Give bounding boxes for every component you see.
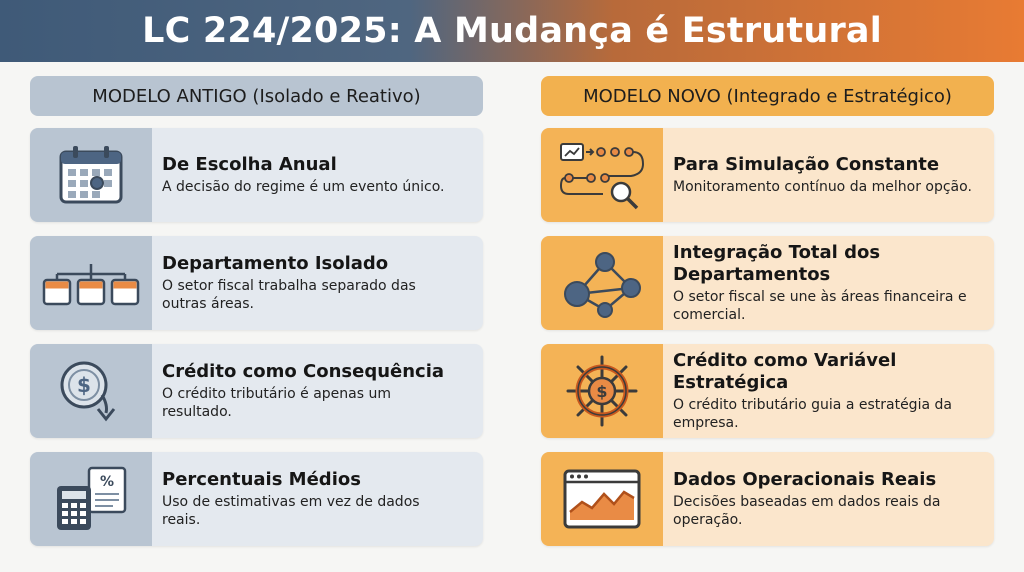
card-title: Percentuais Médios bbox=[162, 469, 361, 490]
card-title: De Escolha Anual bbox=[162, 154, 337, 175]
calendar-icon bbox=[30, 128, 152, 222]
new-card-strategic-credit bbox=[541, 344, 994, 438]
dashboard-chart-icon bbox=[541, 452, 663, 546]
svg-text:%: % bbox=[99, 474, 115, 490]
card-description: O crédito tributário guia a estratégia da empresa. bbox=[673, 397, 952, 431]
ship-wheel-coin-icon bbox=[541, 344, 663, 438]
calculator-percent-icon bbox=[30, 452, 152, 546]
card-description: Decisões baseadas em dados reais da operação. bbox=[673, 494, 941, 528]
card-description: A decisão do regime é um evento único. bbox=[162, 179, 445, 195]
isolated-departments-icon bbox=[30, 236, 152, 330]
card-title: Integração Total dos Departamentos bbox=[673, 242, 881, 285]
card-title: Crédito como Consequência bbox=[162, 361, 445, 382]
new-model-header: MODELO NOVO (Integrado e Estratégico) bbox=[541, 76, 994, 116]
card-description: O crédito tributário é apenas um resultado. bbox=[162, 386, 391, 420]
card-description: Uso de estimativas em vez de dados reais. bbox=[162, 494, 420, 528]
card-description: O setor fiscal se une às áreas financeira e comercial. bbox=[673, 289, 967, 323]
card-title: Para Simulação Constante bbox=[673, 154, 940, 175]
svg-text:$: $ bbox=[77, 373, 91, 397]
header bbox=[0, 0, 1024, 62]
page-title: LC 224/2025: A Mudança é Estrutural bbox=[142, 11, 882, 51]
card-description: O setor fiscal trabalha separado das outras áreas. bbox=[162, 278, 416, 312]
old-card-isolated-department bbox=[30, 236, 483, 330]
new-card-constant-simulation bbox=[541, 128, 994, 222]
card-title: Crédito como Variável Estratégica bbox=[673, 350, 897, 393]
card-title: Departamento Isolado bbox=[162, 253, 389, 274]
old-model-header: MODELO ANTIGO (Isolado e Reativo) bbox=[30, 76, 483, 116]
card-title: Dados Operacionais Reais bbox=[673, 469, 937, 490]
coin-down-arrow-icon bbox=[30, 344, 152, 438]
svg-text:$: $ bbox=[596, 382, 608, 401]
card-description: Monitoramento contínuo da melhor opção. bbox=[673, 179, 972, 195]
network-nodes-icon bbox=[541, 236, 663, 330]
new-card-real-operational-data bbox=[541, 452, 994, 546]
old-card-annual-choice bbox=[30, 128, 483, 222]
old-card-credit-consequence bbox=[30, 344, 483, 438]
simulation-path-icon bbox=[541, 128, 663, 222]
new-card-total-integration bbox=[541, 236, 994, 330]
old-card-average-percentages bbox=[30, 452, 483, 546]
